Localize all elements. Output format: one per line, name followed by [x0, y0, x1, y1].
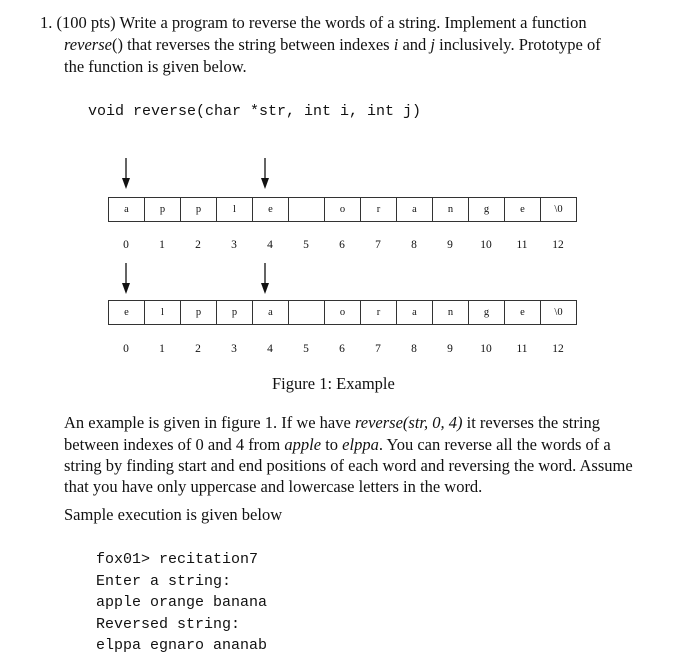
array-cell: o [324, 300, 361, 325]
example-line-2 [64, 434, 664, 456]
array-cell: g [468, 197, 505, 222]
variable-i: i [393, 35, 399, 54]
question-text-1: Write a program to reverse the words of a string. Implement a function [119, 13, 587, 32]
question-points: (100 pts) [56, 13, 116, 32]
down-arrow-icon [120, 263, 132, 295]
index-label: 5 [303, 239, 309, 251]
index-label: 11 [516, 239, 528, 251]
function-name: reverse [64, 35, 112, 54]
terminal-line: apple orange banana [96, 594, 268, 611]
figure-caption: Figure 1: Example [272, 374, 395, 393]
example-line-3: string by finding start and end positions of each word and reversing the word. Assume [64, 456, 633, 475]
example-text: . You can reverse all the words of a [378, 435, 611, 454]
question-text-4: inclusively. Prototype of [439, 35, 601, 54]
array-cell: n [432, 300, 469, 325]
index-label: 10 [480, 343, 492, 355]
example-line-1 [64, 412, 664, 434]
array-cell: e [504, 300, 541, 325]
example-text: between indexes of 0 and 4 from [64, 435, 281, 454]
array-cell: \0 [540, 300, 577, 325]
question-number: 1. [40, 13, 53, 32]
example-text: to [325, 435, 339, 454]
index-label: 2 [195, 239, 201, 251]
function-prototype: void reverse(char *str, int i, int j) [88, 103, 422, 120]
array-cell: l [216, 197, 253, 222]
index-label: 12 [552, 239, 564, 251]
array-cell: e [108, 300, 145, 325]
down-arrow-icon [120, 158, 132, 190]
example-text: it reverses the string [466, 413, 600, 432]
index-label: 3 [231, 343, 237, 355]
index-label: 8 [411, 239, 417, 251]
index-label: 6 [339, 239, 345, 251]
question-text-2: () that reverses the string between indexes [111, 35, 390, 54]
index-label: 11 [516, 343, 528, 355]
down-arrow-icon [259, 158, 271, 190]
array-cell: p [180, 197, 217, 222]
example-text: An example is given in figure 1. If we have [64, 413, 351, 432]
index-label: 10 [480, 239, 492, 251]
index-label: 7 [375, 239, 381, 251]
index-label: 2 [195, 343, 201, 355]
array-cell: g [468, 300, 505, 325]
down-arrow-icon [259, 263, 271, 295]
array-cell [288, 300, 325, 325]
terminal-output [96, 549, 267, 657]
index-label: 0 [123, 239, 129, 251]
array-cell: a [108, 197, 145, 222]
word-apple: apple [284, 435, 322, 454]
word-elppa: elppa [342, 435, 379, 454]
index-label: 7 [375, 343, 381, 355]
array-cell: a [252, 300, 289, 325]
index-label: 3 [231, 239, 237, 251]
array-cell: e [252, 197, 289, 222]
array-cell: r [360, 197, 397, 222]
array-cell: p [216, 300, 253, 325]
sample-intro: Sample execution is given below [64, 505, 283, 524]
array-cell [288, 197, 325, 222]
array-cell: l [144, 300, 181, 325]
question-line-3: the function is given below. [64, 57, 247, 76]
variable-j: j [430, 35, 435, 54]
index-label: 0 [123, 343, 129, 355]
array-cell: o [324, 197, 361, 222]
index-label: 4 [267, 343, 273, 355]
array-cell: a [396, 197, 433, 222]
terminal-line: Enter a string: [96, 572, 232, 590]
array-cell: n [432, 197, 469, 222]
array-cell: p [180, 300, 217, 325]
index-label: 4 [267, 239, 273, 251]
terminal-line: elppa egnaro ananab [96, 637, 268, 654]
array-cell: r [360, 300, 397, 325]
index-label: 1 [159, 343, 165, 355]
index-label: 9 [447, 239, 453, 251]
terminal-line: Reversed string: [96, 615, 241, 633]
index-label: 12 [552, 343, 564, 355]
index-label: 1 [159, 239, 165, 251]
terminal-line: fox01> recitation7 [96, 551, 259, 568]
question-text-3: and [402, 35, 427, 54]
array-cell: a [396, 300, 433, 325]
array-cell: \0 [540, 197, 577, 222]
array-cell: e [504, 197, 541, 222]
array-cell: p [144, 197, 181, 222]
index-label: 5 [303, 343, 309, 355]
example-line-4: that you have only uppercase and lowercase letters in the word. [64, 477, 483, 496]
index-label: 6 [339, 343, 345, 355]
index-label: 9 [447, 343, 453, 355]
index-label: 8 [411, 343, 417, 355]
example-math: reverse(str, 0, 4) [354, 413, 463, 432]
